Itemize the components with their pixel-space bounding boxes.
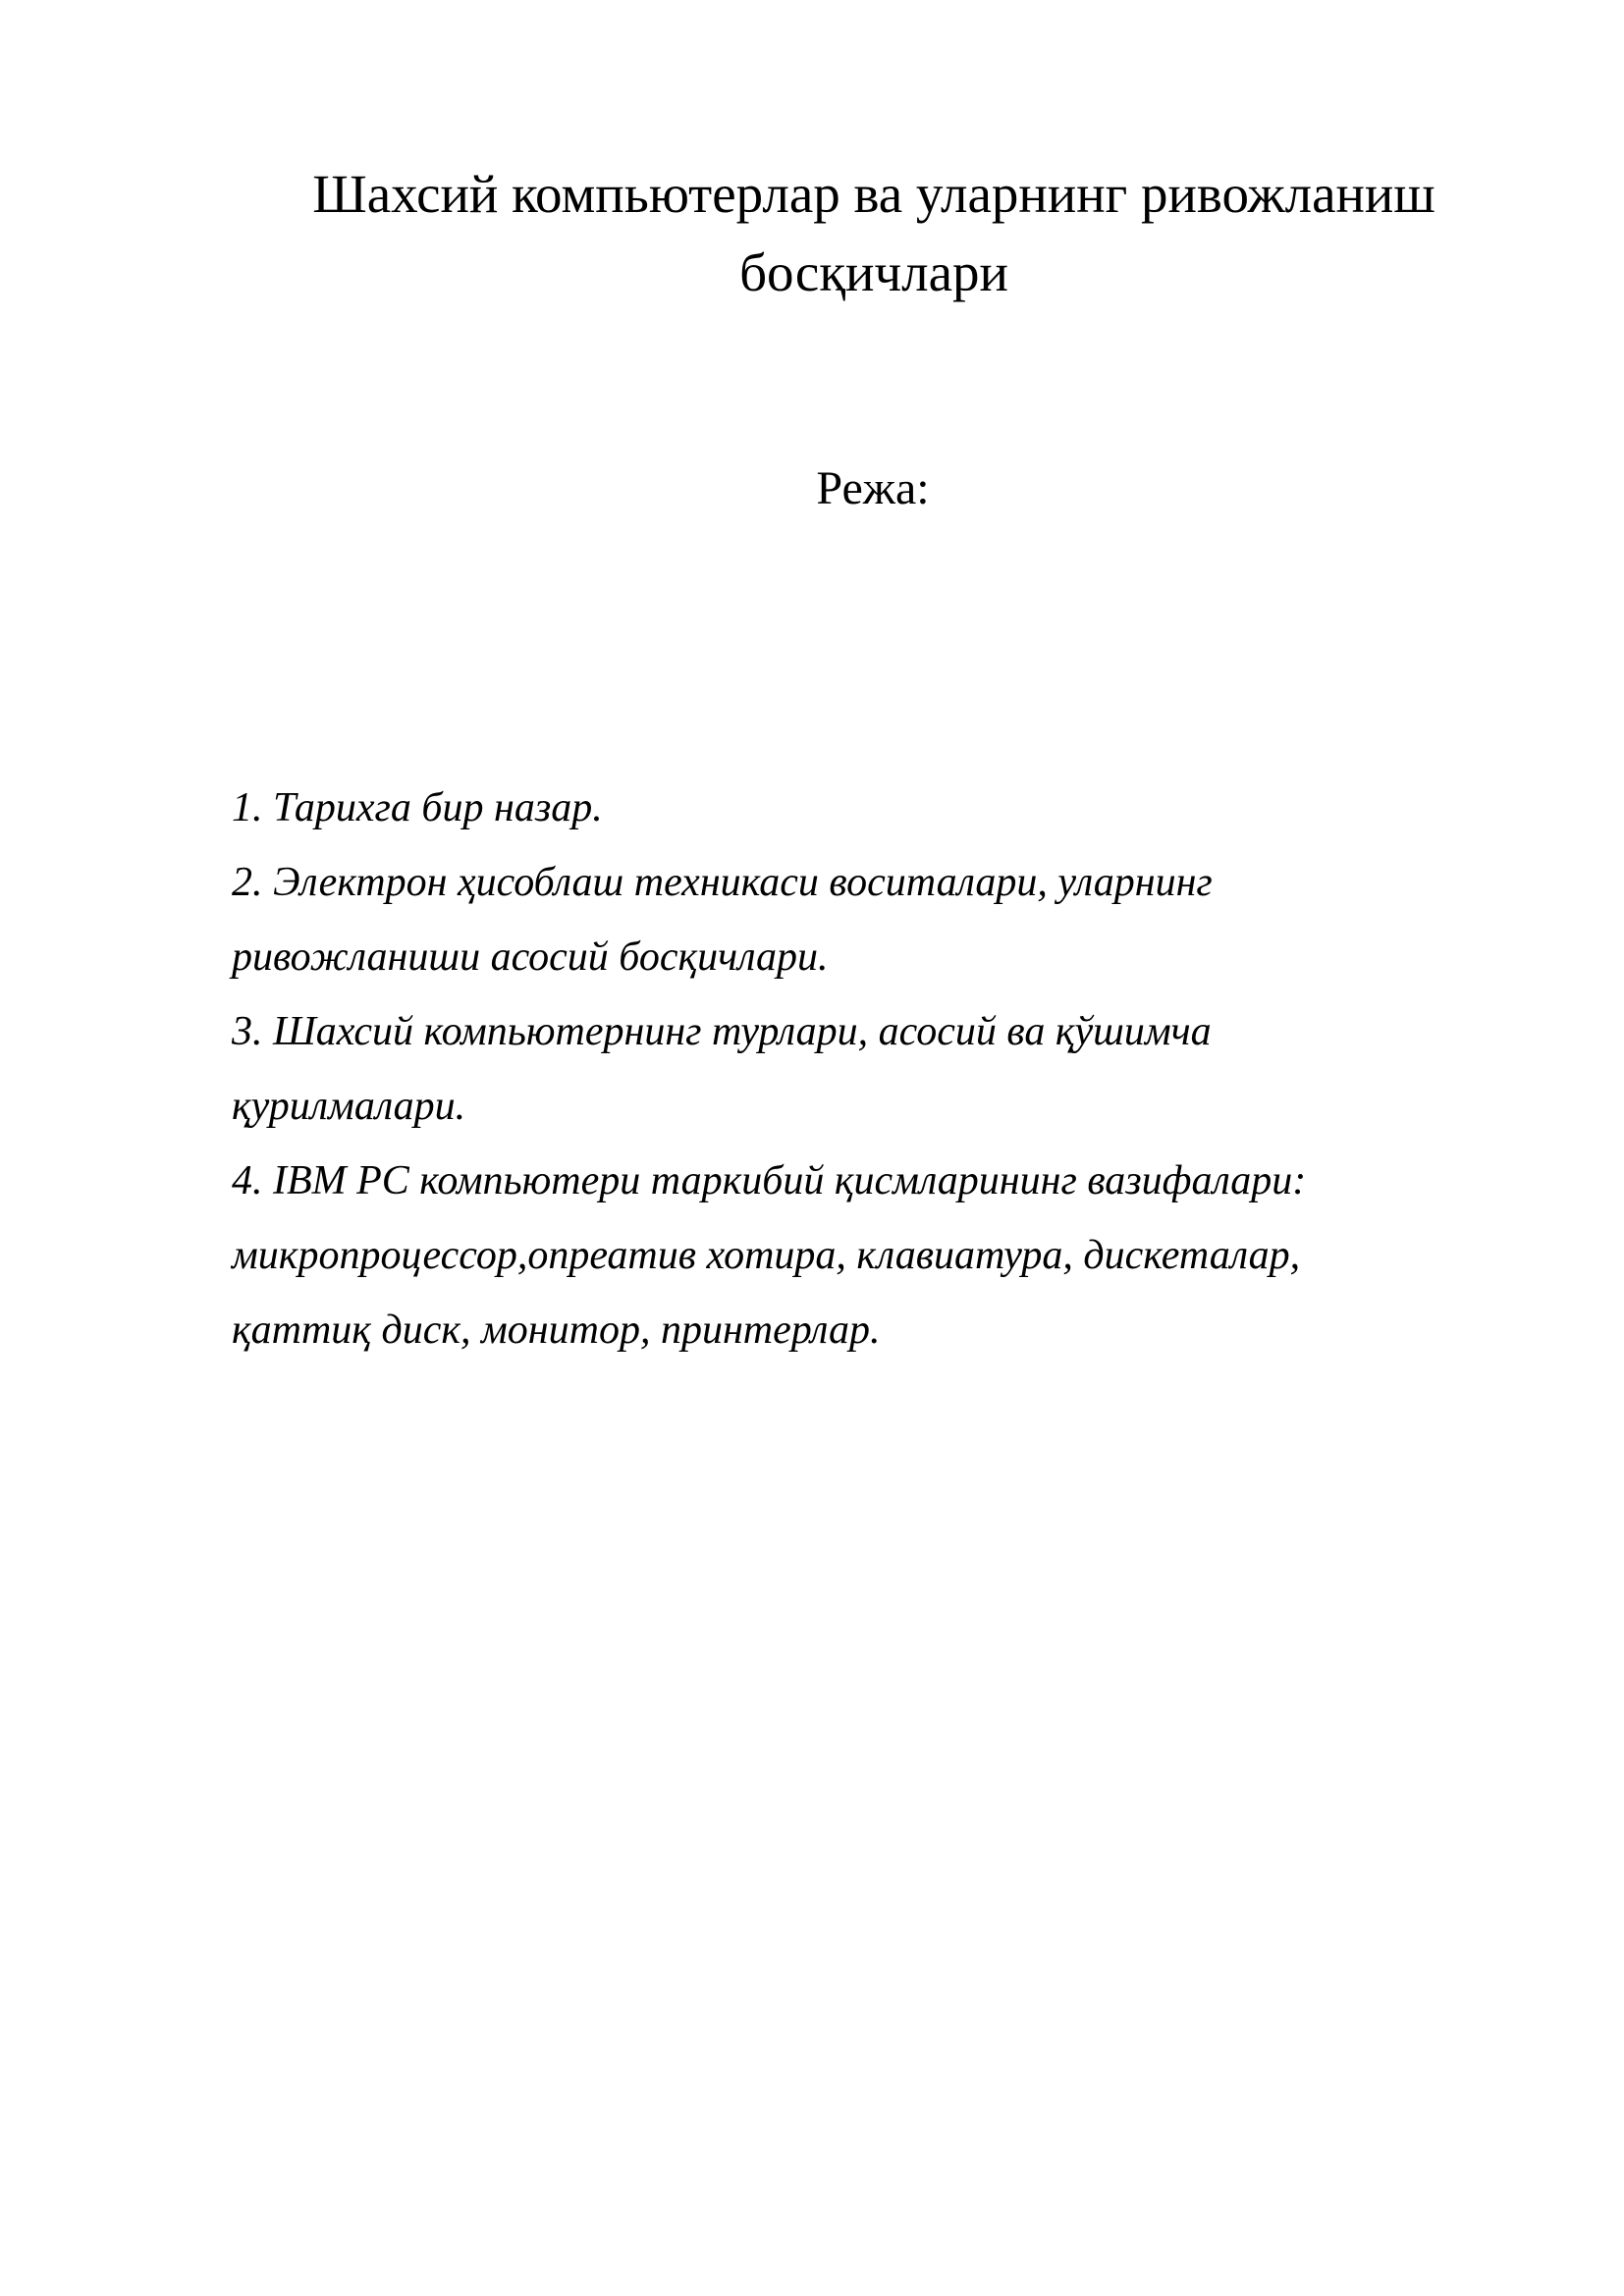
plan-heading: Режа:	[816, 462, 930, 514]
plan-item-line: 2. Электрон ҳисоблаш техникаси воситалари, уларнинг	[232, 860, 1213, 905]
plan-item	[232, 1144, 1449, 1367]
plan-item	[232, 994, 1449, 1144]
plan-item-line: 3. Шахсий компьютернинг турлари, асосий ва қўшимча	[232, 1009, 1212, 1054]
plan-item	[232, 771, 1449, 845]
plan-item-line: 4. IBM PC компьютери таркибий қисмларининг вазифалари:	[232, 1158, 1307, 1203]
plan-item-line: қаттиқ диск, монитор, принтерлар.	[232, 1308, 881, 1353]
plan-item-line: қурилмалари.	[232, 1084, 466, 1129]
plan-item	[232, 845, 1449, 994]
document-title-line: босқичлари	[739, 242, 1008, 302]
document-title-line: Шахсий компьютерлар ва уларнинг ривожланиш	[312, 164, 1435, 224]
plan-item-line: микропроцессор,опреатив хотира, клавиатура, дискеталар,	[232, 1233, 1301, 1278]
plan-list	[232, 771, 1449, 1367]
plan-item-line: 1. Тарихга бир назар.	[232, 785, 603, 830]
document-title	[216, 155, 1532, 312]
plan-item-line: ривожланиши асосий босқичлари.	[232, 934, 829, 980]
